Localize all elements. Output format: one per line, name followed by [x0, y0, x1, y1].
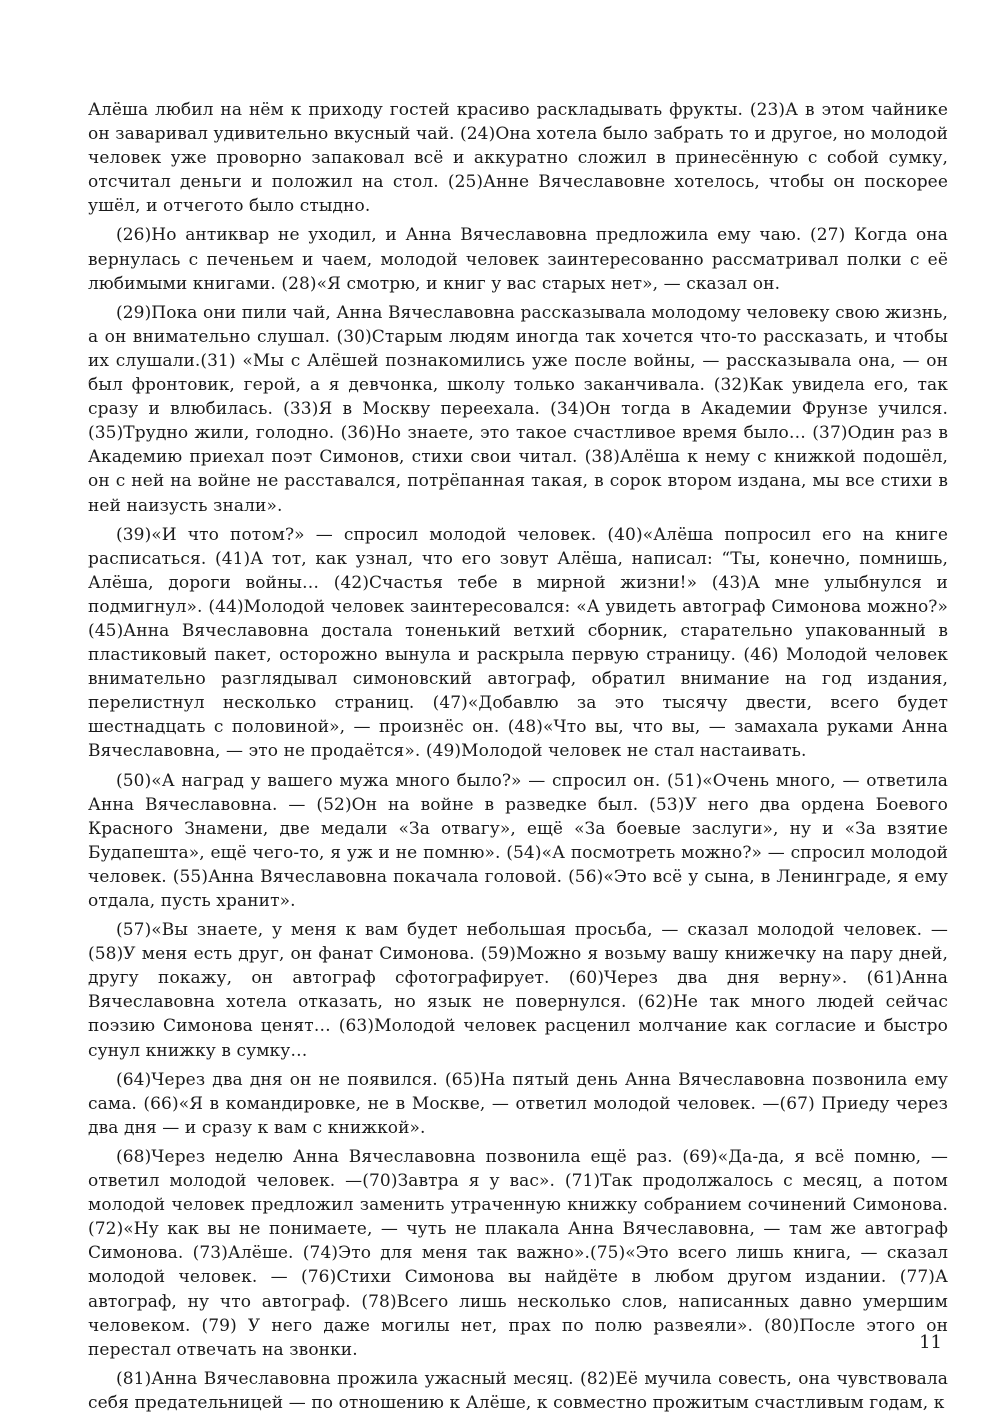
paragraph-4: (39)«И что потом?» — спросил молодой человек. (40)«Алёша попросил его на книге расписаться. (41)А тот, как узнал, что его зовут Алёша, написал: “Ты, конечно, помнишь, Алёша, дороги войны… (42)Счастья тебе в мирной жизни!» (43)А мне улыбнулся и подмигнул». (44)Молодой человек заинтересовался: «А увидеть автограф Симонова можно?» (45)Анна Вячеславовна достала тоненький ветхий сборник, старательно упакованный в пластиковый пакет, осторожно вынула и раскрыла первую страницу. (46) Молодой человек внимательно разглядывал симоновский автограф, обратил внимание на год издания, перелистнул несколько страниц. (47)«Добавлю за это тысячу двести, всего будет шестнадцать с половиной», — произнёс он. (48)«Что вы, что вы, — замахала руками Анна Вячеславовна, — это не продаётся». (49)Молодой человек не стал настаивать. [88, 524, 948, 762]
paragraph-6: (57)«Вы знаете, у меня к вам будет небольшая просьба, — сказал молодой человек. — (58)У меня есть друг, он фанат Симонова. (59)Можно я возьму вашу книжечку на пару дней, другу покажу, он автограф сфотографирует. (60)Через два дня верну». (61)Анна Вячеславовна хотела отказать, но язык не повернулся. (62)Не так много людей сейчас поэзию Симонова ценят… (63)Молодой человек расценил молчание как согласие и быстро сунул книжку в сумку… [88, 920, 948, 1061]
paragraph-3: (29)Пока они пили чай, Анна Вячеславовна рассказывала молодому человеку свою жизнь, а он внимательно слушал. (30)Старым людям иногда так хочется что-то рассказать, и чтобы их слушали.(31) «Мы с Алёшей познакомились уже после войны, — рассказывала она, — он был фронтовик, герой, а я девчонка, школу только заканчивала. (32)Как увидела его, так сразу и влюбилась. (33)Я в Москву переехала. (34)Он тогда в Академии Фрунзе учился. (35)Трудно жили, голодно. (36)Но знаете, это такое счастливое время было… (37)Один раз в Академию приехал поэт Симонов, стихи свои читал. (38)Алёша к нему с книжкой подошёл, он с ней на войне не расставался, потрёпанная такая, в сорок втором издана, мы все стихи в ней наизусть знали». [88, 302, 948, 516]
paragraph-5: (50)«А наград у вашего мужа много было?» — спросил он. (51)«Очень много, — ответила Анна Вячеславовна. — (52)Он на войне в разведке был. (53)У него два ордена Боевого Красного Знамени, две медали «За отвагу», ещё «За боевые заслуги», ну и «За взятие Будапешта», ещё чего-то, я уж и не помню». (54)«А посмотреть можно?» — спросил молодой человек. (55)Анна Вячеславовна покачала головой. (56)«Это всё у сына, в Ленинграде, я ему отдала, пусть хранит». [88, 770, 948, 911]
paragraph-2: (26)Но антиквар не уходил, и Анна Вячеславовна предложила ему чаю. (27) Когда она вернулась с печеньем и чаем, молодой человек заинтересованно рассматривал полки с её любимыми книгами. (28)«Я смотрю, и книг у вас старых нет», — сказал он. [88, 225, 948, 294]
paragraph-1: Алёша любил на нём к приходу гостей красиво раскладывать фрукты. (23)А в этом чайнике он заваривал удивительно вкусный чай. (24)Она хотела было забрать то и другое, но молодой человек уже проворно запаковал всё и аккуратно сложил в принесённую с собой сумку, отсчитал деньги и положил на стол. (25)Анне Вячеславовне хотелось, чтобы он поскорее ушёл, и отчегото было стыдно. [88, 100, 949, 217]
paragraph-9: (81)Анна Вячеславовна прожила ужасный месяц. (82)Её мучила совесть, она чувствовала себя предательницей — по отношению к Алёше, к совместно прожитым счастливым годам, к [88, 1368, 948, 1413]
paragraph-7: (64)Через два дня он не появился. (65)На пятый день Анна Вячеславовна позвонила ему сама. (66)«Я в командировке, не в Москве, — ответил молодой человек. —(67) Приеду через два дня — и сразу к вам с книжкой». [88, 1069, 948, 1138]
page-number: 11 [919, 1332, 942, 1353]
paragraph-8: (68)Через неделю Анна Вячеславовна позвонила ещё раз. (69)«Да-да, я всё помню, — ответил молодой человек. —(70)Завтра я у вас». (71)Так продолжалось с месяц, а потом молодой человек предложил заменить утраченную книжку собранием сочинений Симонова. (72)«Ну как вы не понимаете, — чуть не плакала Анна Вячеславовна, — там же автограф Симонова. (73)Алёше. (74)Это для меня так важно».(75)«Это всего лишь книга, — сказал молодой человек. — (76)Стихи Симонова вы найдёте в любом другом издании. (77)А автограф, ну что автограф. (78)Всего лишь несколько слов, написанных давно умершим человеком. (79) У него даже могилы нет, прах по полю развеяли». (80)После этого он перестал отвечать на звонки. [88, 1146, 948, 1360]
page-body [88, 98, 948, 1420]
